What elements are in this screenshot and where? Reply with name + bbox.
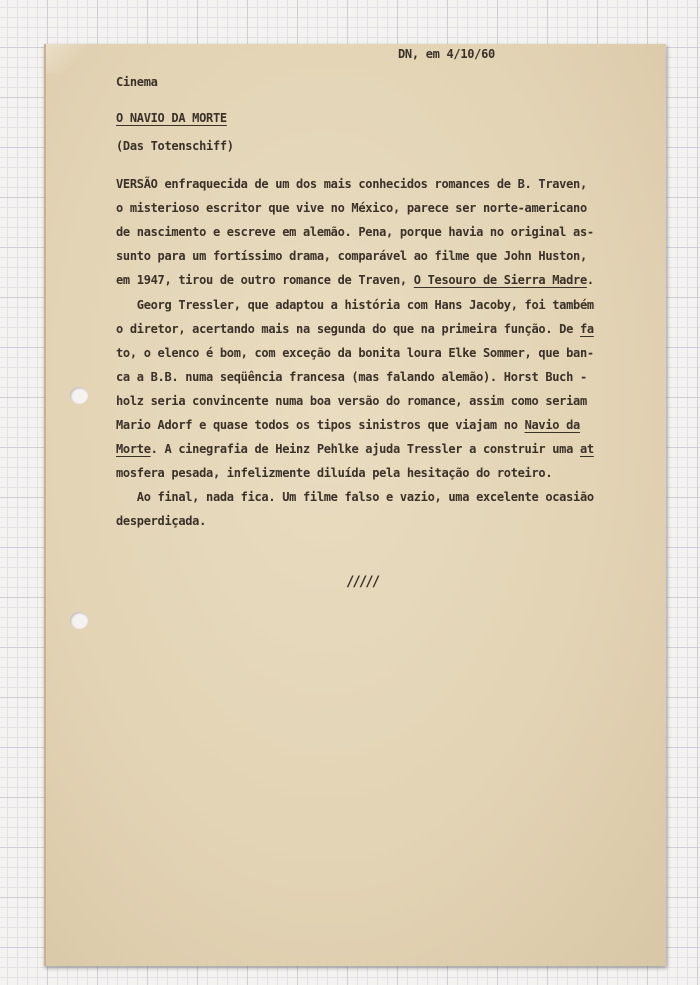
- body-line: [116, 244, 587, 268]
- body-text-segment: Ao final, nada fica. Um filme falso e vazio, uma excelente ocasião: [116, 490, 594, 505]
- underlined-text: fa: [579, 321, 594, 336]
- body-text-segment: sunto para um fortíssimo drama, comparável ao filme que John Huston,: [116, 249, 587, 264]
- dateline: DN, em 4/10/60: [398, 47, 495, 61]
- article-title: O NAVIO DA MORTE: [116, 111, 227, 125]
- body-line: [116, 196, 587, 220]
- body-line: [116, 389, 587, 413]
- body-line: [116, 268, 594, 292]
- body-line: [116, 317, 594, 341]
- section-label: Cinema: [116, 75, 158, 89]
- punch-hole-bottom: [70, 612, 88, 629]
- body-text-segment: ca a B.B. numa seqüência francesa (mas falando alemão). Horst Buch -: [116, 369, 587, 384]
- body-line: [116, 485, 594, 509]
- body-line: [116, 437, 594, 461]
- body-line: [116, 461, 552, 485]
- body-text-segment: .: [586, 273, 594, 288]
- body-text-segment: VERSÃO enfraquecida de um dos mais conhecidos romances de B. Traven,: [116, 177, 587, 191]
- body-text-segment: holz seria convincente numa boa versão do romance, assim como seriam: [116, 393, 587, 408]
- body-line: [116, 293, 594, 317]
- body-line: [116, 509, 206, 533]
- body-text-segment: to, o elenco é bom, com exceção da bonita loura Elke Sommer, que ban-: [116, 345, 594, 360]
- underlined-text: Navio da: [524, 418, 580, 432]
- body-text-segment: o diretor, acertando mais na segunda do que na primeira função. De: [116, 321, 580, 336]
- punch-hole-top: [70, 387, 88, 404]
- underlined-text: Morte: [116, 442, 151, 457]
- article-body: [116, 172, 646, 542]
- body-line: [116, 341, 594, 365]
- body-line: [116, 172, 587, 196]
- body-text-segment: de nascimento e escreve em alemão. Pena, porque havia no original as-: [116, 225, 594, 240]
- end-mark: /////: [346, 574, 379, 590]
- body-text-segment: Georg Tressler, que adaptou a história com Hans Jacoby, foi também: [116, 297, 594, 312]
- body-text-segment: o misterioso escritor que vive no México, parece ser norte-americano: [116, 201, 587, 216]
- body-text-segment: mosfera pesada, infelizmente diluída pela hesitação do roteiro.: [116, 466, 553, 481]
- body-text-segment: desperdiçada.: [116, 514, 207, 529]
- body-text-segment: Mario Adorf e quase todos os tipos sinistros que viajam no: [116, 418, 525, 432]
- body-text-segment: em 1947, tirou de outro romance de Traven,: [116, 273, 414, 288]
- body-line: [116, 413, 580, 437]
- body-line: [116, 220, 594, 244]
- original-title: (Das Totenschiff): [116, 139, 234, 153]
- body-text-segment: . A cinegrafia de Heinz Pehlke ajuda Tressler a construir uma: [150, 442, 580, 457]
- underlined-text: O Tesouro de Sierra Madre: [413, 273, 587, 288]
- underlined-text: at: [579, 442, 594, 457]
- body-line: [116, 365, 587, 389]
